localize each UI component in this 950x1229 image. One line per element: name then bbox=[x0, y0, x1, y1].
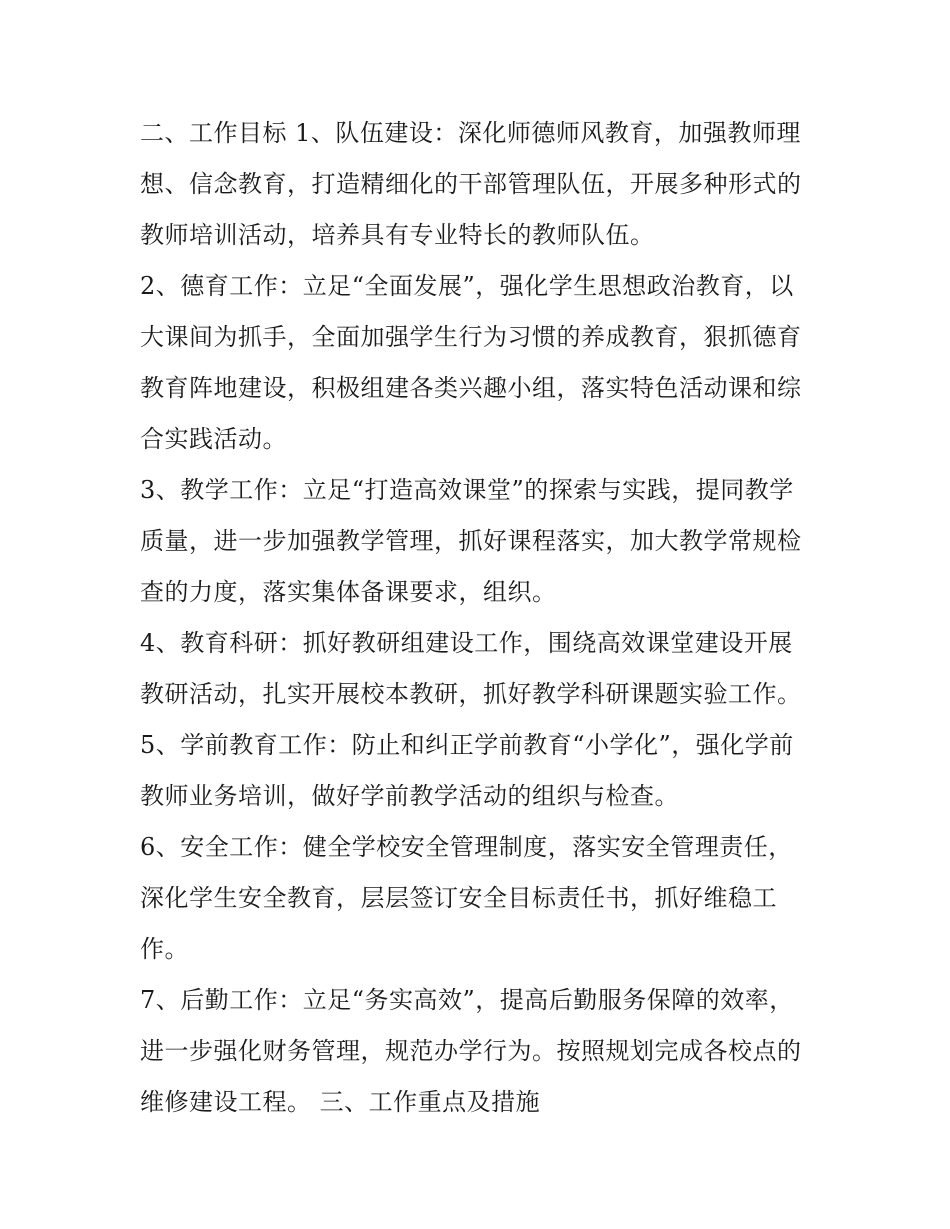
text-line: 大课间为抓手，全面加强学生行为习惯的养成教育，狠抓德育 bbox=[140, 323, 802, 351]
text-line: 质量，进一步加强教学管理，抓好课程落实，加大教学常规检 bbox=[140, 527, 802, 555]
text-line: 4、教育科研：抓好教研组建设工作，围绕高效课堂建设开展 bbox=[140, 629, 793, 657]
text-line: 想、信念教育，打造精细化的干部管理队伍，开展多种形式的 bbox=[140, 170, 802, 198]
paragraph-moral-education bbox=[140, 261, 820, 465]
text-line: 6、安全工作：健全学校安全管理制度，落实安全管理责任， bbox=[140, 833, 793, 861]
text-line: 教研活动，扎实开展校本教研，抓好教学科研课题实验工作。 bbox=[140, 680, 802, 708]
text-line: 查的力度，落实集体备课要求，组织。 bbox=[140, 578, 557, 606]
document-body bbox=[140, 108, 820, 1128]
text-line: 深化学生安全教育，层层签订安全目标责任书，抓好维稳工 bbox=[140, 884, 777, 912]
text-line: 作。 bbox=[140, 935, 189, 963]
paragraph-preschool-education bbox=[140, 720, 820, 822]
text-line: 3、教学工作：立足“打造高效课堂”的探索与实践，提同教学 bbox=[140, 476, 794, 504]
paragraph-work-goals-team-building bbox=[140, 108, 820, 261]
paragraph-safety-work bbox=[140, 822, 820, 975]
paragraph-education-research bbox=[140, 618, 820, 720]
text-line: 7、后勤工作：立足“务实高效”，提高后勤服务保障的效率， bbox=[140, 986, 794, 1014]
paragraph-teaching-work bbox=[140, 465, 820, 618]
text-line: 二、工作目标 1、队伍建设：深化师德师风教育，加强教师理 bbox=[140, 119, 801, 147]
text-line: 进一步强化财务管理，规范办学行为。按照规划完成各校点的 bbox=[140, 1037, 802, 1065]
text-line: 合实践活动。 bbox=[140, 425, 287, 453]
paragraph-logistics-work bbox=[140, 975, 820, 1128]
text-line: 教师培训活动，培养具有专业特长的教师队伍。 bbox=[140, 221, 655, 249]
text-line: 教育阵地建设，积极组建各类兴趣小组，落实特色活动课和综 bbox=[140, 374, 802, 402]
text-line: 2、德育工作：立足“全面发展”，强化学生思想政治教育，以 bbox=[140, 272, 794, 300]
text-line: 维修建设工程。 三、工作重点及措施 bbox=[140, 1088, 541, 1116]
text-line: 教师业务培训，做好学前教学活动的组织与检查。 bbox=[140, 782, 679, 810]
text-line: 5、学前教育工作：防止和纠正学前教育“小学化”，强化学前 bbox=[140, 731, 794, 759]
